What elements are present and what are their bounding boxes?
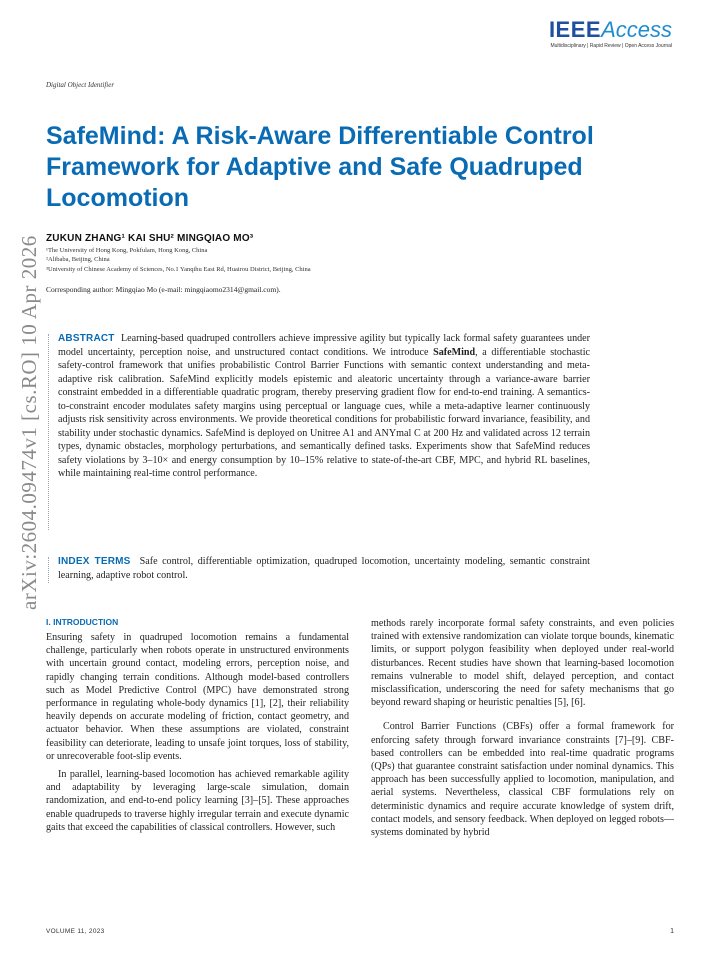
index-terms-label: INDEX TERMS (58, 556, 131, 567)
abstract-marker (48, 334, 52, 530)
right-column (371, 617, 674, 839)
intro-paragraph-2: In parallel, learning-based locomotion has achieved remarkable agility and adaptability by leveraging large-scale simulation, domain randomization, and end-to-end policy learning [3]–[5]. These approaches enable quadrupeds to traverse highly irregular terrain and execute dynamic gaits that exceed the capabilities of classical controllers. However, such (46, 769, 349, 833)
intro-paragraph-3: methods rarely incorporate formal safety constraints, and even policies trained with extensive randomization can violate torque bounds, kinematic limits, or support polygon feasibility when deployed under real-world disturbances. Recent studies have shown that learning-based locomotion remains vulnerable to model shift, delayed perception, and contact misclassification, underscoring the need for safety mechanisms that go beyond reward shaping or heuristic penalties [5], [6]. (371, 618, 674, 709)
affiliation-2: ²Alibaba, Beijing, China (46, 256, 110, 263)
corresponding-author: Corresponding author: Mingqiao Mo (e-mail: mingqiaomo2314@gmail.com). (46, 285, 281, 294)
left-column (46, 631, 349, 834)
arxiv-stamp: arXiv:2604.09474v1 [cs.RO] 10 Apr 2026 (17, 235, 41, 610)
intro-paragraph-4: Control Barrier Functions (CBFs) offer a formal framework for enforcing safety through forward invariance constraints [7]–[9]. CBF-based controllers can be embedded into real-time quadratic programs (QPs) that guarantee constraint satisfaction under nominal dynamics. This approach has been successfully applied to locomotion, manipulation, and aerial systems. Nevertheless, classical CBF formulations rely on deterministic dynamics and require accurate knowledge of system drift, contact models, and sensory feedback. When deployed on legged robots—systems dominated by hybrid (371, 721, 674, 839)
abstract-text-pre: Learning-based quadruped controllers achieve impressive agility but typically lack formal safety guarantees under model uncertainty, perception noise, and unstructured contact conditions. We introduce (58, 333, 591, 358)
index-terms-marker (48, 557, 52, 583)
index-terms (58, 555, 590, 582)
abstract (58, 332, 590, 481)
intro-paragraph-1: Ensuring safety in quadruped locomotion remains a fundamental challenge, particularly when robots operate in unstructured environments with uncertain ground contact, modeling errors, perception noise, and rapidly changing terrain conditions. Although model-based controllers such as Model Predictive Control (MPC) have demonstrated strong performance in regulating whole-body dynamics [1], [2], their reliability heavily depends on accurate modeling of friction, contact geometry, and actuator behavior. When these assumptions are violated, constraint feasibility can deteriorate, leading to unsafe joint torques, loss of stability, or unrecoverable foot-slip events. (46, 632, 349, 762)
journal-tagline: Multidisciplinary | Rapid Review | Open Access Journal (550, 43, 672, 49)
abstract-label: ABSTRACT (58, 333, 115, 344)
abstract-method-name: SafeMind (433, 346, 476, 358)
affiliation-3: ³University of Chinese Academy of Sciences, No.1 Yanqihu East Rd, Huairou District, Beijing, China (46, 266, 311, 273)
author-list: ZUKUN ZHANG¹ KAI SHU² MINGQIAO MO³ (46, 233, 254, 244)
logo-access: Access (601, 17, 672, 42)
footer-volume: VOLUME 11, 2023 (46, 928, 105, 935)
logo-ieee: IEEE (548, 17, 602, 42)
paper-title: SafeMind: A Risk-Aware Differentiable Control Framework for Adaptive and Safe Quadruped Locomotion (46, 122, 594, 212)
affiliation-1: ¹The University of Hong Kong, Pokfulam, Hong Kong, China (46, 247, 208, 254)
page-number: 1 (670, 928, 674, 935)
abstract-text-post: , a differentiable stochastic safety-control framework that unifies probabilistic Control Barrier Functions with semantic context understanding and meta-adaptive risk calibration. SafeMind explicitly models epistemic and aleatoric uncertainty through a variance-aware barrier constraint embedded in a differentiable quadratic program, thereby preserving gradient flow for end-to-end training. A semantics-to-constraint encoder modulates safety margins using perceptual or language cues, while a meta-adaptive learner continuously adjusts risk sensitivity across environments. We provide theoretical conditions for probabilistic forward invariance, feasibility, and stability under stochastic dynamics. SafeMind is deployed on Unitree A1 and ANYmal C at 200 Hz and validated across 12 terrain types, dynamic obstacles, morphology perturbations, and semantically defined tasks. Experiments show that SafeMind reduces safety violations by 3–10× and energy consumption by 10–15% relative to state-of-the-art CBF, MPC, and hybrid RL baselines, while maintaining real-time control performance. (58, 346, 591, 479)
doi-label: Digital Object Identifier (46, 81, 115, 89)
journal-logo (549, 18, 672, 49)
section-heading: I. INTRODUCTION (46, 617, 119, 627)
index-terms-text: Safe control, differentiable optimization, quadruped locomotion, uncertainty modeling, semantic constraint learning, adaptive robot control. (58, 556, 590, 581)
